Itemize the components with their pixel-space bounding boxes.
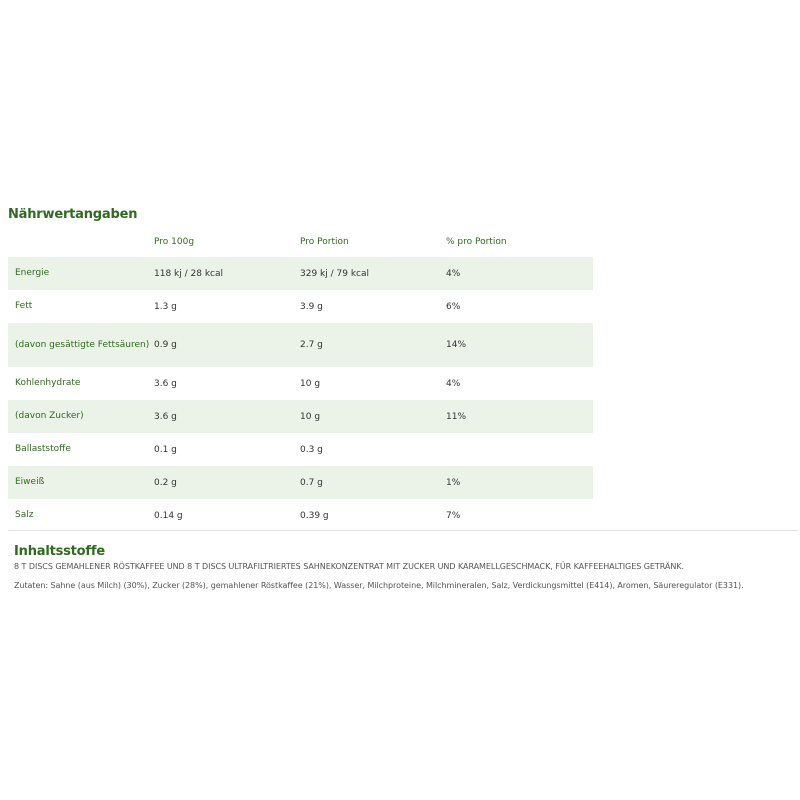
value-percent: 4%: [446, 378, 461, 389]
row-label: (davon gesättigte Fettsäuren): [15, 339, 150, 350]
table-row: [8, 323, 593, 367]
header-empty: [8, 226, 154, 257]
row-label: Fett: [15, 301, 33, 311]
row-label: (davon Zucker): [15, 411, 84, 421]
header-percent-portion: % pro Portion: [446, 236, 507, 247]
value-per-100g: 1.3 g: [154, 301, 177, 312]
header-per-portion: Pro Portion: [300, 236, 349, 247]
table-row: [8, 290, 593, 323]
row-label: Salz: [15, 510, 34, 520]
table-row: [8, 433, 593, 466]
value-percent: 7%: [446, 510, 461, 521]
table-row: [8, 466, 593, 499]
value-per-100g: 0.9 g: [154, 340, 177, 350]
table-row: [8, 400, 593, 433]
value-per-100g: 0.1 g: [154, 444, 177, 455]
value-percent: 4%: [446, 268, 461, 279]
row-label: Eiweiß: [15, 477, 45, 487]
value-per-portion: 10 g: [300, 411, 321, 422]
value-per-100g: 118 kj / 28 kcal: [154, 268, 223, 279]
header-per-100g: Pro 100g: [154, 236, 195, 247]
value-per-portion: 329 kj / 79 kcal: [300, 268, 369, 279]
value-percent: 11%: [446, 411, 467, 422]
value-per-portion: 2.7 g: [300, 340, 323, 350]
value-per-portion: 0.7 g: [300, 477, 323, 488]
value-per-100g: 0.14 g: [154, 510, 183, 521]
value-per-100g: 3.6 g: [154, 378, 177, 389]
value-percent: 1%: [446, 477, 461, 488]
value-percent: 6%: [446, 301, 461, 312]
ingredients-description: 8 T DISCS GEMAHLENER RÖSTKAFFEE UND 8 T DISCS ULTRAFILTRIERTES SAHNEKONZENTRAT MIT ZUCKER UND KARAMELLGESCHMACK, FÜR KAFFEEHALTIGES GETRÄNK.: [14, 562, 684, 571]
value-percent: [446, 433, 593, 466]
ingredients-list: Zutaten: Sahne (aus Milch) (30%), Zucker (28%), gemahlener Röstkaffee (21%), Wasser, Milchproteine, Milchmineralen, Salz, Verdickungsmittel (E414), Aromen, Säureregulator (E331).: [14, 581, 744, 590]
nutrition-title: Nährwertangaben: [8, 207, 138, 222]
row-label: Kohlenhydrate: [15, 378, 81, 388]
value-per-portion: 3.9 g: [300, 301, 323, 312]
table-row: [8, 367, 593, 400]
value-per-100g: 3.6 g: [154, 411, 177, 422]
value-per-portion: 0.3 g: [300, 444, 323, 455]
nutrition-table: [8, 226, 593, 532]
value-percent: 14%: [446, 340, 467, 350]
row-label: Ballaststoffe: [15, 444, 71, 454]
table-row: [8, 499, 593, 532]
table-header-row: [8, 226, 593, 257]
section-divider: [8, 530, 798, 531]
value-per-portion: 0.39 g: [300, 510, 329, 521]
value-per-portion: 10 g: [300, 378, 321, 389]
value-per-100g: 0.2 g: [154, 477, 177, 488]
row-label: Energie: [15, 268, 50, 278]
ingredients-title: Inhaltsstoffe: [14, 544, 105, 559]
table-row: [8, 257, 593, 290]
